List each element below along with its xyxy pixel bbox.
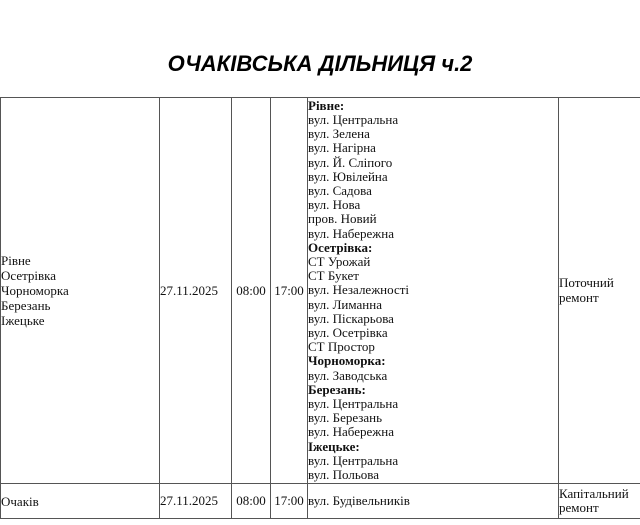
locality-line: Березань bbox=[1, 298, 51, 313]
street-line: вул. Набережна bbox=[308, 225, 394, 241]
start-time-cell: 08:00 bbox=[232, 484, 271, 519]
street-line: вул. Центральна bbox=[308, 396, 399, 412]
street-list bbox=[308, 494, 558, 508]
page-title: ОЧАКІВСЬКА ДІЛЬНИЦЯ ч.2 bbox=[167, 51, 473, 76]
street-line: вул. Нагірна bbox=[308, 140, 376, 156]
start-time-cell: 08:00 bbox=[232, 98, 271, 484]
locality-cell bbox=[1, 98, 160, 484]
outage-table bbox=[0, 97, 640, 519]
date-cell: 27.11.2025 bbox=[160, 484, 232, 519]
street-line: вул. Лиманна bbox=[308, 296, 382, 312]
street-line: вул. Осетрівка bbox=[308, 325, 388, 340]
locality-line: Очаків bbox=[1, 493, 39, 509]
streets-cell bbox=[308, 484, 559, 519]
street-line: вул. Набережна bbox=[308, 424, 394, 440]
street-line: вул. Центральна bbox=[308, 452, 399, 468]
locality-line: Іжецьке bbox=[1, 313, 45, 328]
street-line: вул. Будівельників bbox=[308, 492, 410, 508]
street-line: Іжецьке: bbox=[308, 438, 360, 454]
street-line: вул. Й. Сліпого bbox=[308, 154, 393, 170]
streets-cell bbox=[308, 98, 559, 484]
locality-line: Осетрівка bbox=[1, 268, 57, 283]
street-line: вул. Нова bbox=[308, 197, 361, 213]
street-line: вул. Центральна bbox=[308, 111, 399, 127]
street-line: вул. Польова bbox=[308, 467, 379, 483]
street-line: СТ Урожай bbox=[308, 253, 371, 269]
work-type-cell: Капітальний ремонт bbox=[559, 484, 640, 519]
locality-list bbox=[1, 494, 159, 509]
locality-list bbox=[1, 253, 159, 328]
outage-table-body bbox=[1, 98, 640, 519]
street-line: СТ Букет bbox=[308, 268, 359, 284]
street-line: СТ Простор bbox=[308, 339, 375, 355]
locality-cell bbox=[1, 484, 160, 519]
street-list bbox=[308, 99, 558, 482]
street-line: вул. Незалежності bbox=[308, 282, 410, 298]
street-line: вул. Березань bbox=[308, 410, 383, 426]
street-line: Осетрівка: bbox=[308, 239, 373, 255]
street-line: Рівне: bbox=[308, 97, 345, 113]
street-line: Березань: bbox=[308, 381, 366, 397]
street-line: вул. Піскарьова bbox=[308, 310, 394, 326]
street-line: Чорноморка: bbox=[308, 353, 386, 369]
work-type-cell: Поточний ремонт bbox=[559, 98, 640, 484]
street-line: вул. Зелена bbox=[308, 126, 370, 142]
table-row bbox=[1, 484, 640, 519]
table-row bbox=[1, 98, 640, 484]
end-time-cell: 17:00 bbox=[271, 98, 308, 484]
end-time-cell: 17:00 bbox=[271, 484, 308, 519]
street-line: пров. Новий bbox=[308, 211, 377, 227]
street-line: вул. Заводська bbox=[308, 367, 388, 383]
locality-line: Чорноморка bbox=[1, 283, 69, 298]
locality-line: Рівне bbox=[1, 253, 31, 268]
street-line: вул. Ювілейна bbox=[308, 168, 388, 184]
date-cell: 27.11.2025 bbox=[160, 98, 232, 484]
street-line: вул. Садова bbox=[308, 182, 372, 198]
